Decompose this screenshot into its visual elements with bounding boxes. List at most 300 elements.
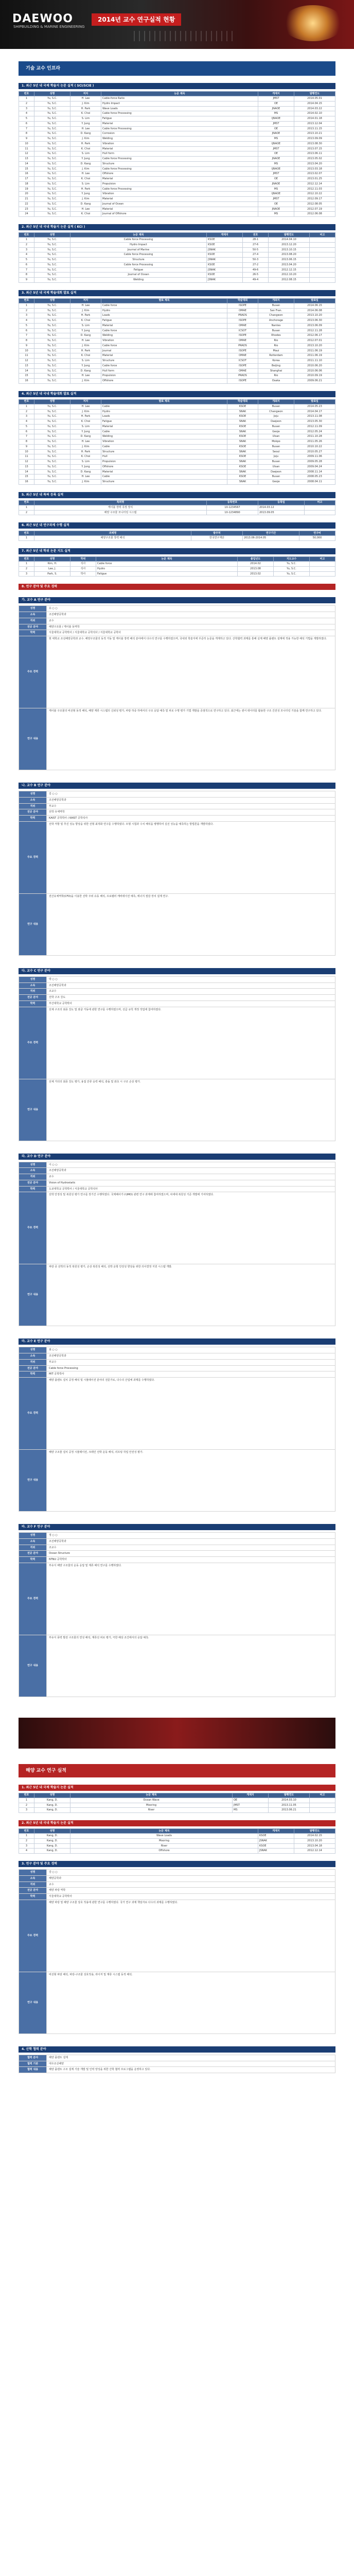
column-header: 저자 [70, 92, 101, 96]
table-cell: Propulsion [101, 181, 258, 187]
domestic-conference-table [19, 399, 335, 485]
profile-label: 주요 경력 [19, 1192, 47, 1264]
table-cell: 2010.05.27 [294, 449, 335, 454]
table-cell: Yu, S.C. [34, 348, 70, 353]
table-cell: 6 [19, 429, 34, 434]
table-cell: Kang, D. [34, 1843, 70, 1849]
table-cell: 2012.11.09 [294, 424, 335, 429]
table-cell: Korea [258, 359, 294, 364]
column-header: 발주처 [191, 531, 243, 536]
table-cell: 8 [19, 338, 34, 344]
table-cell: Yu, S.C. [34, 414, 70, 419]
profile-row [19, 708, 335, 770]
profile-row [19, 989, 335, 995]
column-header: 번호 [19, 298, 34, 303]
table-cell: Cable force Processing [70, 238, 207, 243]
table-cell: SNAK [227, 469, 258, 474]
table-row [19, 187, 335, 192]
table-cell: Yu, S.C. [34, 141, 70, 146]
table-cell: Cable force Processing [70, 262, 207, 267]
patent-table [19, 500, 335, 516]
table-cell: 2009.06.21 [294, 379, 335, 384]
table-cell [310, 562, 335, 567]
table-cell: 2014.02 [238, 562, 274, 567]
table-cell: OE [258, 126, 294, 131]
profile-value: 현 대학교 조선해양공학과 교수. 해양구조물의 동적 거동 및 케이블 장력 해석 분야에서 다수의 연구를 수행하였으며, 국내외 학술지에 꾸준히 논문을 게재하고 있다. 산학협력 과제를 통해 실제 해양 플랜트 설계에 적용 가능한 해석 기법을 개발하였다. [47, 636, 335, 708]
table-cell: Kang, D. [34, 1838, 70, 1843]
section-title: 기술 교수 인프라 [19, 61, 335, 76]
column-header: 번호 [19, 531, 34, 536]
profile-row [19, 1264, 335, 1326]
table-cell: Yu, S.C. [34, 449, 70, 454]
table-cell: 2013.09.09 [294, 137, 335, 142]
table-cell: Daejeon [258, 419, 294, 425]
column-header: 발표 제목 [101, 399, 227, 404]
table-cell: Hydro [101, 308, 227, 313]
column-header: 저자 [70, 399, 101, 404]
table-cell: 2012.06.17 [294, 333, 335, 338]
profile-row [19, 1557, 335, 1563]
table-row [19, 353, 335, 359]
profile-label: 주요 경력 [19, 1007, 47, 1079]
table-row [19, 374, 335, 379]
table-cell: H. Park [70, 187, 101, 192]
table-row [19, 363, 335, 368]
table-row [19, 464, 335, 469]
table-row [19, 333, 335, 338]
table-cell: 50,000 [299, 536, 335, 541]
column-header: 번호 [19, 500, 34, 505]
table-cell: Yu, S.C. [34, 161, 70, 166]
profile-label: 연구 내용 [19, 1635, 47, 1697]
table-cell: Yu, S.C. [34, 172, 70, 177]
table-cell: SNAK [227, 439, 258, 445]
table-row [19, 328, 335, 333]
profile-row [19, 1875, 335, 1882]
profile-heading: 바. 교수 F 연구 분야 [19, 1524, 335, 1530]
table-cell: 2010.10.22 [294, 444, 335, 449]
table-row [19, 434, 335, 439]
table-cell: 2008.11.14 [294, 469, 335, 474]
profile-value: 교수 [47, 1882, 335, 1888]
table-cell: KSOE [207, 252, 243, 258]
table-row [19, 258, 335, 263]
table-row [19, 111, 335, 116]
table-cell: Yu, S.C. [34, 146, 70, 151]
table-cell: J. Kim [70, 379, 101, 384]
table-cell: 2013.04.18 [294, 1843, 335, 1849]
table-cell: Journal of Ocean [70, 273, 207, 278]
table-row [19, 379, 335, 384]
project-table [19, 531, 335, 541]
table-cell: K. Choi [70, 318, 101, 324]
column-header: 번호 [19, 1829, 34, 1834]
table-cell: Cable-force Ratio [101, 96, 258, 101]
table-cell: Yu, S.C. [34, 101, 70, 106]
table-cell: 4 [19, 252, 34, 258]
table-row [19, 474, 335, 480]
table-cell: Yu, S.C. [34, 474, 70, 480]
table-cell: 21 [19, 197, 34, 202]
table-cell: 2010.06.20 [294, 363, 335, 368]
table-cell [305, 510, 335, 515]
profile-value: 케이블 구조물의 비선형 동적 해석, 해양 계류 시스템의 신뢰성 평가, 파랑 하중 하에서의 구조 응답 예측 및 피로 수명 평가 기법 개발을 중점적으로 연구하고 있다. 최근에는 센서 데이터를 활용한 구조 건전성 모니터링 기술을 함께 연구하고 있다. [47, 708, 335, 770]
table-row [19, 303, 335, 308]
table-cell: Loads [101, 414, 227, 419]
table-cell: JMST [258, 172, 294, 177]
table-cell: Yu, S.C. [34, 328, 70, 333]
profile-label: 성명 [19, 1347, 47, 1353]
table-cell: Rio [258, 374, 294, 379]
profile-row [19, 821, 335, 893]
table-cell: 10-1234567 [207, 505, 258, 510]
profile-value: 해양 파랑 및 해양 구조물 상호 작용에 관한 연구를 수행하였다. 국가 연구 과제 책임자로 다수의 과제를 수행하였다. [47, 1900, 335, 1972]
column-header: 발표일 [294, 298, 335, 303]
table-cell: 16 [19, 172, 34, 177]
profile-label: 학력 [19, 1186, 47, 1192]
table-cell: KSOE [258, 1834, 294, 1839]
table-cell: Busan [258, 328, 294, 333]
table-cell: 2010.06.06 [294, 368, 335, 374]
table-cell: Kang, D. [34, 1808, 70, 1813]
table-cell: 2012.09.17 [294, 197, 335, 202]
profile-row [19, 995, 335, 1001]
table-cell: OMAE [227, 368, 258, 374]
profile-label: 전공 분야 [19, 1551, 47, 1557]
table-cell: J. Kim [70, 308, 101, 313]
table-cell: IJNAOE [258, 141, 294, 146]
profile-label: 성명 [19, 791, 47, 798]
table-cell: Journal [101, 348, 227, 353]
table-row [19, 172, 335, 177]
table-cell: Cable force [101, 343, 227, 348]
table-cell: Structure [101, 359, 227, 364]
column-header: 등록번호 [207, 500, 258, 505]
table-cell: Yu, S.C. [34, 181, 70, 187]
table-cell: KSOE [207, 242, 243, 247]
table-cell: H. Lee [70, 207, 101, 212]
table-cell: San Fran. [258, 308, 294, 313]
table-cell: Journal of Ocean [101, 201, 258, 207]
table-cell: 8 [19, 439, 34, 445]
profile-row [19, 791, 335, 798]
profile-label: 주요 경력 [19, 1563, 47, 1635]
profile-label: 성명 [19, 606, 47, 612]
table-cell: SNAK [227, 480, 258, 485]
profile-label: 협력 기관 [19, 2061, 47, 2067]
column-header: 성명 [34, 298, 70, 303]
table-cell: 1 [19, 404, 34, 409]
table-cell: KSOE [258, 1843, 294, 1849]
table-cell: J. Kim [70, 137, 101, 142]
table-cell: 2 [19, 409, 34, 414]
profile-label: 성명 [19, 1533, 47, 1539]
table-cell: 2 [19, 510, 34, 515]
table-cell: 2012.08.15 [269, 278, 310, 283]
table-cell: Structure [101, 161, 258, 166]
profile-label: 직위 [19, 803, 47, 809]
profile-value: 선박 안정성 및 복원성 평가 연구를 장기간 수행하였다. 국제해사기구(IMO) 관련 연구 과제에 참여하였으며, 차세대 복원성 기준 개발에 기여하였다. [47, 1192, 335, 1264]
profile-row [19, 1174, 335, 1180]
table-cell: Welding [101, 434, 227, 439]
table-cell: Journal of Marine [70, 247, 207, 252]
table-cell [310, 247, 335, 252]
profile-table [19, 976, 335, 1141]
table-cell: 1 [19, 562, 34, 567]
table-cell: 1 [19, 96, 34, 101]
profile-label: 직위 [19, 1882, 47, 1888]
table-cell: IJNAOE [258, 192, 294, 197]
table-row [19, 404, 335, 409]
table-cell: 26-5 [243, 273, 269, 278]
table-cell: K. Choi [70, 454, 101, 460]
table-cell: Mooring [70, 1838, 258, 1843]
column-header: 번호 [19, 1793, 34, 1798]
table-row [19, 562, 335, 567]
table-cell: 2013.06.09 [294, 323, 335, 328]
table-cell: 10-1234890 [207, 510, 258, 515]
table-cell: Offshore [101, 172, 258, 177]
table-cell: ISOPE [227, 363, 258, 368]
subsection-title: 5. 최근 5년 내 특허 등록 실적 [19, 492, 335, 498]
table-row [19, 141, 335, 146]
profile-row [19, 1972, 335, 2033]
table-cell: Nantes [258, 323, 294, 328]
table-cell: D. Kang [70, 201, 101, 207]
profile-label: 소속 [19, 1353, 47, 1360]
profile-row [19, 1365, 335, 1371]
table-cell: 2010.09.19 [294, 374, 335, 379]
table-cell: 7 [19, 267, 34, 273]
table-cell: Y. Jung [70, 464, 101, 469]
table-cell: Yu, S.C. [34, 258, 70, 263]
table-cell: 18 [19, 181, 34, 187]
table-cell: OE [258, 151, 294, 157]
table-cell: S. Lim [70, 323, 101, 328]
table-cell: Material [101, 469, 227, 474]
profile-row [19, 1563, 335, 1635]
profile-value: 전산유체역학(CFD)을 이용한 선박 주위 유동 해석, 프로펠러 캐비테이션 예측, 에너지 절감 장치 설계 연구. [47, 893, 335, 955]
table-row [19, 121, 335, 126]
table-cell: 2013.11.05 [269, 1803, 310, 1808]
table-cell [310, 238, 335, 243]
table-cell: 15 [19, 474, 34, 480]
profile-value: 조선해양공학과 [47, 1168, 335, 1174]
table-row [19, 1843, 335, 1849]
table-cell: 2013.08.20 [269, 252, 310, 258]
column-header: 성명 [34, 1793, 70, 1798]
table-cell: Jeju [258, 414, 294, 419]
table-cell: 2013.10.15 [269, 247, 310, 252]
column-header: 발표 제목 [101, 298, 227, 303]
table-cell: Yu, S.C. [34, 151, 70, 157]
table-cell: Yu, S.C. [34, 303, 70, 308]
table-cell: 2014.01.18 [294, 116, 335, 122]
table-cell: Vibration [101, 338, 227, 344]
ocean-profile-container [19, 1861, 335, 2078]
table-cell: KSOE [207, 262, 243, 267]
profile-label: 전공 분야 [19, 1888, 47, 1894]
profile-heading: 라. 교수 D 연구 분야 [19, 1154, 335, 1160]
table-cell: Cable force [101, 363, 227, 368]
profile-row [19, 797, 335, 803]
table-cell: J. Kim [70, 197, 101, 202]
table-cell: 2011.06.19 [294, 348, 335, 353]
table-cell: 한국연구재단 [191, 536, 243, 541]
table-row [19, 262, 335, 267]
table-cell: 13 [19, 363, 34, 368]
column-header: 졸업년도 [238, 557, 274, 562]
table-cell: 2 [19, 101, 34, 106]
table-cell: 3 [19, 247, 34, 252]
profile-row [19, 1007, 335, 1079]
table-cell: Structure [101, 480, 227, 485]
table-cell: H. Park [70, 313, 101, 318]
table-cell: 8 [19, 273, 34, 278]
table-cell: Y. Jung [70, 328, 101, 333]
table-cell: Yu, S.C. [34, 242, 70, 247]
profile-row [19, 2061, 335, 2067]
column-header: 권호 [243, 233, 269, 238]
table-row [19, 126, 335, 131]
table-cell: S. Lim [70, 424, 101, 429]
table-cell: OE [233, 1798, 269, 1803]
table-cell: KSOE [207, 238, 243, 243]
table-cell: Yu, S.C. [34, 313, 70, 318]
table-cell: MS [258, 137, 294, 142]
table-row [19, 242, 335, 247]
table-cell: Yu, S.C. [34, 439, 70, 445]
table-cell: SNAK [227, 419, 258, 425]
table-cell: Material [101, 197, 258, 202]
profile-row [19, 1186, 335, 1192]
table-cell [310, 258, 335, 263]
table-cell: Vibration [101, 439, 227, 445]
table-cell: 15 [19, 374, 34, 379]
table-cell: Busan [258, 303, 294, 308]
table-cell: Yu, S.C. [34, 374, 70, 379]
table-cell: Anchorage [258, 318, 294, 324]
table-cell: H. Lee [70, 404, 101, 409]
table-cell: Y. Jung [70, 429, 101, 434]
table-cell: Yu, S.C. [34, 434, 70, 439]
column-header: 개최지 [258, 298, 294, 303]
table-cell: Yu, S.C. [34, 166, 70, 172]
table-row [19, 106, 335, 111]
table-cell: 2012.12.14 [294, 1849, 335, 1854]
table-cell: JMST [258, 96, 294, 101]
profile-row [19, 1359, 335, 1365]
table-cell: 2013.12.20 [269, 242, 310, 247]
table-cell: 9 [19, 137, 34, 142]
table-row [19, 207, 335, 212]
table-row [19, 166, 335, 172]
table-cell: Structure [70, 258, 207, 263]
table-cell: Busan [258, 424, 294, 429]
table-cell: KSOE [227, 474, 258, 480]
profile-table [19, 605, 335, 770]
table-cell: 2013.12.04 [294, 121, 335, 126]
table-cell: Yu, S.C. [34, 333, 70, 338]
table-row [19, 566, 335, 571]
table-cell: Propulsion [101, 460, 227, 465]
table-cell: Mokpo [258, 439, 294, 445]
table-row [19, 1803, 335, 1808]
column-header: 연구비 [299, 531, 335, 536]
table-cell: Yu, S.C. [34, 106, 70, 111]
table-cell: Yu, S.C. [34, 96, 70, 101]
profile-label: 소속 [19, 797, 47, 803]
table-cell: Wave Loads [70, 1834, 258, 1839]
table-cell: JMST [233, 1803, 269, 1808]
profile-label: 소속 [19, 1168, 47, 1174]
table-cell: 2014.04.17 [294, 409, 335, 414]
profile-table [19, 1162, 335, 1327]
table-cell: 12 [19, 359, 34, 364]
table-cell: D. Kang [70, 131, 101, 137]
table-cell: Lee, J. [34, 566, 70, 571]
column-header: 논문 제목 [70, 1829, 258, 1834]
column-header: 발행연도 [294, 1829, 335, 1834]
table-cell: 3 [19, 1808, 34, 1813]
table-cell: 19 [19, 187, 34, 192]
table-cell: H. Park [70, 348, 101, 353]
column-header: 발행연도 [269, 233, 310, 238]
table-cell: 11 [19, 146, 34, 151]
table-cell [310, 262, 335, 267]
column-header: 학술대회 [227, 399, 258, 404]
table-cell: Beijing [258, 363, 294, 368]
table-row [19, 348, 335, 353]
table-cell: Shanghai [258, 368, 294, 374]
table-cell: 해양구조물 장력 해석 [34, 536, 191, 541]
profile-label: 성명 [19, 976, 47, 982]
table-cell: PRADS [227, 343, 258, 348]
table-cell: Yu, S.C. [34, 454, 70, 460]
table-cell: 1 [19, 505, 34, 510]
table-cell: Yu, S.C. [34, 318, 70, 324]
profile-row [19, 1882, 335, 1888]
profile-label: 연구 내용 [19, 1079, 47, 1141]
table-cell: KSOE [227, 444, 258, 449]
table-row [19, 161, 335, 166]
table-cell: Ulsan [258, 464, 294, 469]
profile-row [19, 1900, 335, 1972]
table-cell: 6 [19, 262, 34, 267]
profile-row [19, 2067, 335, 2073]
table-cell: ISOPE [227, 318, 258, 324]
profile-value: 도쿄대학교 공학박사 / 서울대학교 공학석사 [47, 1186, 335, 1192]
table-cell: Kang, D. [34, 1849, 70, 1854]
table-cell [305, 505, 335, 510]
profile-row [19, 1001, 335, 1007]
table-cell: 27-6 [243, 242, 269, 247]
profile-row [19, 1635, 335, 1697]
table-cell: Yu, S.C. [34, 308, 70, 313]
table-cell [310, 278, 335, 283]
table-cell: 2012.10.20 [269, 273, 310, 278]
table-cell: 1 [19, 238, 34, 243]
table-cell: Yu, S.C. [34, 444, 70, 449]
table-cell: H. Lee [70, 126, 101, 131]
table-cell: Yu, S.C. [34, 273, 70, 278]
table-cell: OMAE [227, 308, 258, 313]
table-cell: Yu, S.C. [34, 201, 70, 207]
profile-value: 선체 거더의 최종 강도 평가, 용접 잔류 응력 해석, 충돌 및 좌초 시 구조 손상 평가. [47, 1079, 335, 1141]
table-cell: Hull form [101, 151, 258, 157]
profile-value: 정 ○ ○ [47, 1533, 335, 1539]
profile-label: 소속 [19, 1875, 47, 1882]
